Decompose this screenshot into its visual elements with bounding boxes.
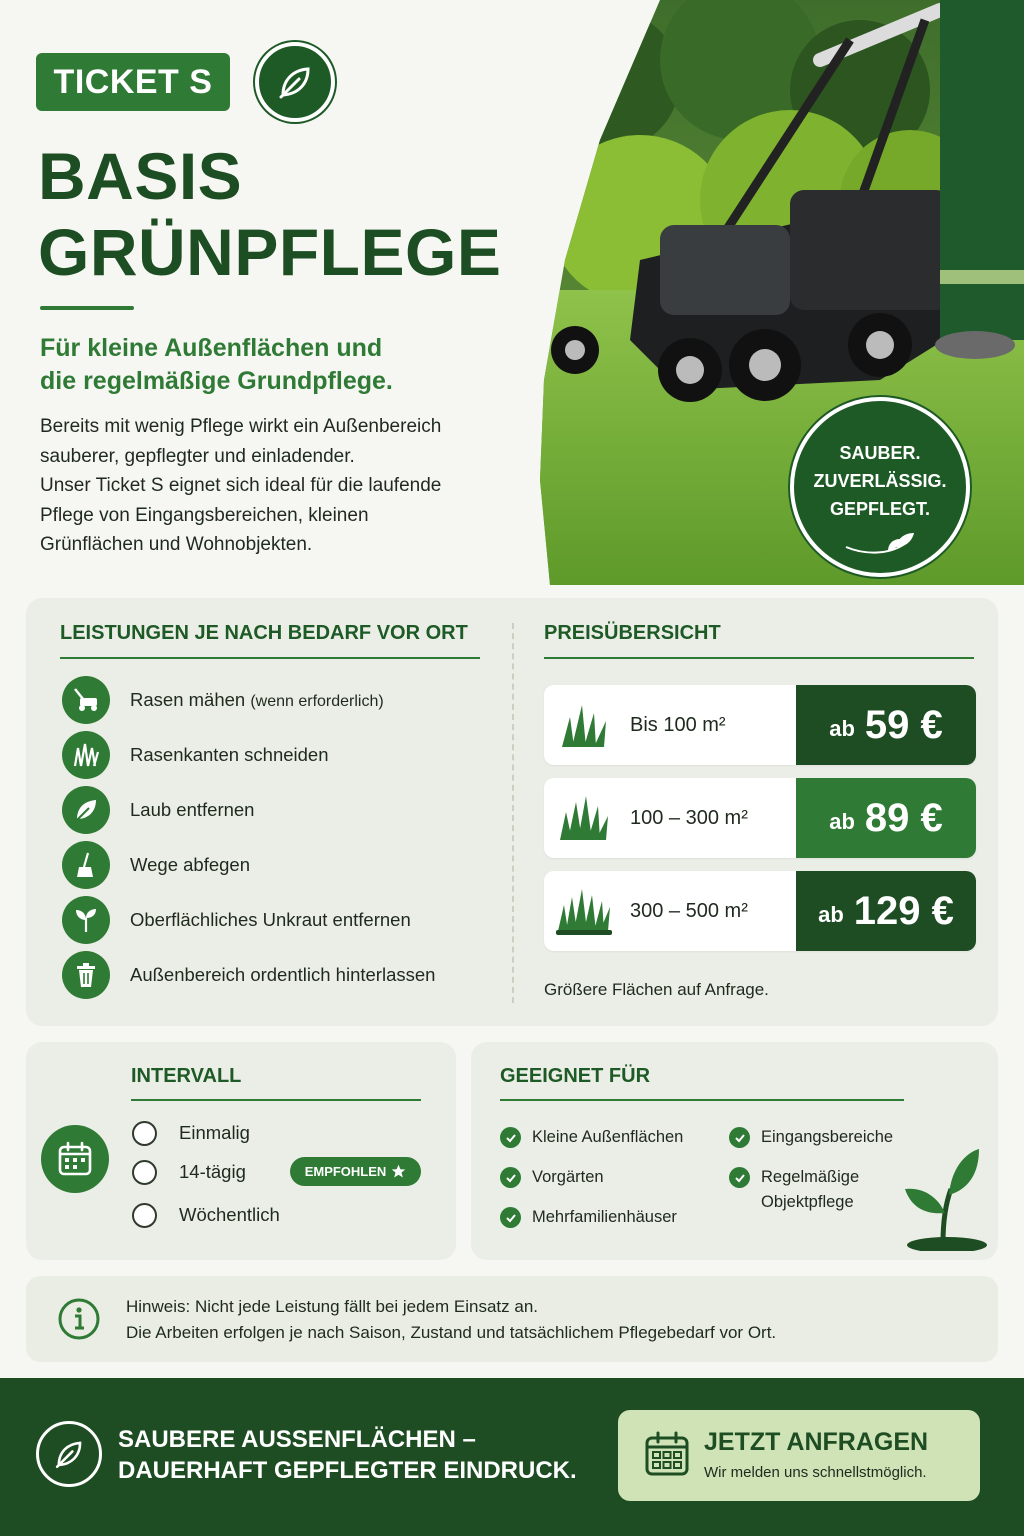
suitable-item [500, 1207, 677, 1230]
slogan-line: SAUBERE AUSSENFLÄCHEN – [118, 1426, 476, 1453]
recommended-label: EMPFOHLEN [304, 1164, 387, 1179]
intro-line: Grünflächen und Wohnobjekten. [40, 534, 313, 556]
notice-line: Hinweis: Nicht jede Leistung fällt bei jedem Einsatz an. [126, 1297, 538, 1316]
interval-option-label: Einmalig [179, 1122, 250, 1143]
service-item [62, 786, 254, 834]
title-line-1: BASIS [38, 139, 243, 213]
footer-leaf-icon [36, 1421, 102, 1487]
stamp-line: ZUVERLÄSSIG. [813, 471, 947, 491]
notice-text [126, 1294, 776, 1346]
stamp-line: GEPFLEGT. [829, 499, 930, 519]
grass-icon [62, 731, 110, 779]
grass-medium-icon [556, 792, 612, 844]
intro-line: Pflege von Eingangsbereichen, kleinen [40, 504, 369, 526]
trash-icon [62, 951, 110, 999]
swoosh-leaf-icon [840, 529, 920, 557]
price-amount: 129 € [853, 888, 954, 933]
radio-button[interactable] [132, 1203, 157, 1228]
price-value [796, 685, 976, 765]
notice-line: Die Arbeiten erfolgen je nach Saison, Zustand und tatsächlichem Pflegebedarf vor Ort. [126, 1323, 777, 1342]
suitable-item [500, 1167, 604, 1190]
service-label: Wege abfegen [130, 854, 251, 875]
suitable-label: Kleine Außenflächen [532, 1128, 684, 1146]
lawnmower-icon [62, 676, 110, 724]
price-row [544, 871, 976, 951]
service-item [62, 841, 250, 889]
service-item [62, 676, 384, 724]
service-item [62, 951, 435, 999]
service-label-text: Rasen mähen [130, 689, 246, 710]
footer-slogan [118, 1424, 577, 1486]
intro-line: Unser Ticket S eignet sich ideal für die laufende [40, 475, 442, 497]
leaf-icon [62, 786, 110, 834]
suitable-rule [500, 1099, 904, 1101]
check-icon [500, 1127, 521, 1148]
prices-heading: PREISÜBERSICHT [544, 622, 721, 644]
sprout-icon [62, 896, 110, 944]
service-note: (wenn erforderlich) [250, 693, 384, 710]
interval-option-label: 14-tägig [179, 1161, 246, 1182]
info-icon [57, 1297, 101, 1341]
price-area: 100 – 300 m² [630, 806, 748, 829]
interval-option-label: Wöchentlich [179, 1204, 280, 1225]
intro-line: sauberer, gepflegter und einladender. [40, 445, 355, 467]
title-underline [40, 306, 134, 310]
price-amount: 89 € [864, 795, 943, 840]
panel-divider [512, 623, 514, 1003]
service-item [62, 731, 329, 779]
grass-large-icon [556, 885, 612, 937]
check-icon [500, 1207, 521, 1228]
calendar-icon [643, 1430, 691, 1478]
suitable-label: Eingangsbereiche [761, 1128, 894, 1146]
interval-heading: INTERVALL [131, 1065, 242, 1087]
subtitle-line-2: die regelmäßige Grundpflege. [40, 367, 393, 395]
broom-icon [62, 841, 110, 889]
price-row [544, 778, 976, 858]
suitable-heading: GEEIGNET FÜR [500, 1065, 651, 1087]
suitable-label: Vorgärten [532, 1168, 604, 1186]
price-prefix: ab [829, 809, 855, 834]
service-item [62, 896, 411, 944]
grass-small-icon [556, 699, 612, 751]
service-label: Laub entfernen [130, 799, 255, 820]
service-label [130, 689, 384, 711]
suitable-item [500, 1127, 683, 1150]
suitable-label: Mehrfamilienhäuser [532, 1208, 677, 1226]
price-value [796, 871, 976, 951]
prices-rule [544, 657, 974, 659]
intro-line: Bereits mit wenig Pflege wirkt ein Außenbereich [40, 416, 442, 437]
slogan-line: DAUERHAFT GEPFLEGTER EINDRUCK. [118, 1457, 577, 1484]
price-prefix: ab [829, 716, 855, 741]
price-area: 300 – 500 m² [630, 899, 748, 922]
subtitle [40, 332, 510, 398]
radio-button[interactable] [132, 1121, 157, 1146]
service-label: Rasenkanten schneiden [130, 744, 329, 765]
recommended-badge [290, 1157, 421, 1186]
service-label: Außenbereich ordentlich hinterlassen [130, 964, 436, 985]
stamp-line: SAUBER. [839, 443, 921, 463]
cta-label[interactable]: JETZT ANFRAGEN [704, 1428, 929, 1456]
star-icon [391, 1164, 406, 1179]
interval-option-14-taegig[interactable] [132, 1159, 246, 1185]
interval-option-woechentlich[interactable] [132, 1202, 280, 1228]
subtitle-line-1: Für kleine Außenflächen und [40, 334, 383, 362]
price-row [544, 685, 976, 765]
suitable-label: Regelmäßige Objektpflege [761, 1168, 860, 1211]
price-prefix: ab [818, 902, 844, 927]
ticket-badge: TICKET S [36, 53, 230, 111]
price-amount: 59 € [864, 702, 943, 747]
title-line-2: GRÜNPFLEGE [38, 215, 502, 289]
services-rule [60, 657, 480, 659]
check-icon [729, 1127, 750, 1148]
calendar-icon [41, 1125, 109, 1193]
page-title [38, 138, 501, 290]
suitable-item [729, 1127, 893, 1150]
price-note: Größere Flächen auf Anfrage. [544, 980, 769, 999]
interval-option-einmalig[interactable] [132, 1120, 250, 1146]
interval-rule [131, 1099, 421, 1101]
radio-button[interactable] [132, 1160, 157, 1185]
price-value [796, 778, 976, 858]
cta-subtext: Wir melden uns schnellstmöglich. [704, 1464, 927, 1481]
quality-stamp [790, 397, 970, 577]
check-icon [500, 1167, 521, 1188]
service-label: Oberflächliches Unkraut entfernen [130, 909, 411, 930]
intro-text [40, 412, 520, 560]
seedling-icon [903, 1145, 991, 1251]
price-area: Bis 100 m² [630, 713, 726, 736]
services-heading: LEISTUNGEN JE NACH BEDARF VOR ORT [60, 622, 468, 644]
suitable-item [729, 1167, 881, 1215]
check-icon [729, 1167, 750, 1188]
leaf-badge-icon [255, 42, 335, 122]
